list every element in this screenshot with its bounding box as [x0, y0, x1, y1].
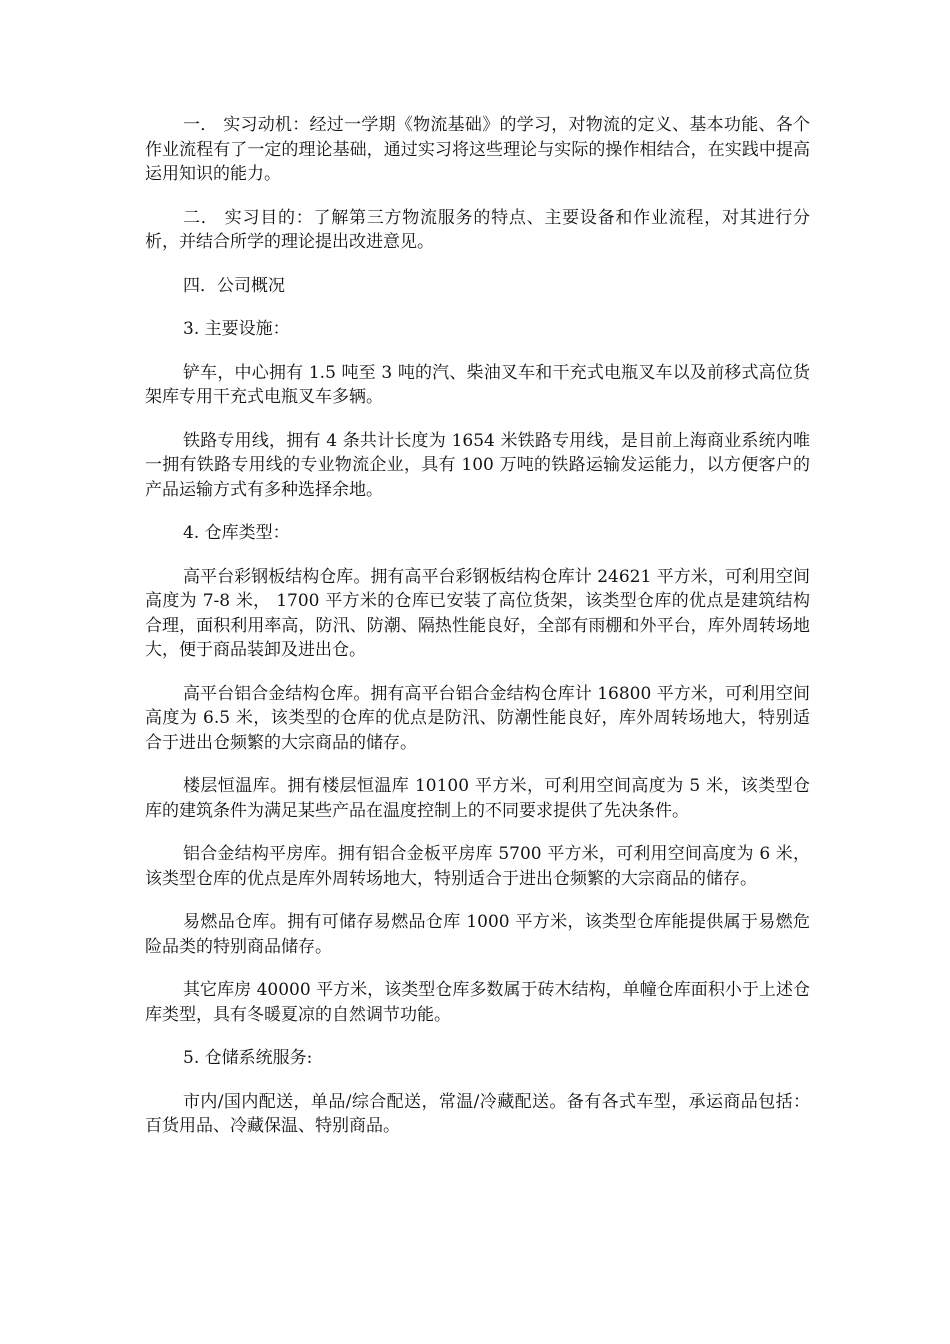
- paragraph-aluminum-warehouse: 高平台铝合金结构仓库。拥有高平台铝合金结构仓库计 16800 平方米，可利用空间高度为 6.5 米，该类型的仓库的优点是防汛、防潮性能良好，库外周转场地大，特别适合于进出仓频繁的大宗商品的储存。: [145, 683, 810, 753]
- paragraph-railway-line: 铁路专用线，拥有 4 条共计长度为 1654 米铁路专用线，是目前上海商业系统内唯一拥有铁路专用线的专业物流企业，具有 100 万吨的铁路运输发运能力，以方便客户的产品运输方式有多种选择余地。: [145, 430, 810, 500]
- paragraph-aluminum-bungalow-warehouse: 铝合金结构平房库。拥有铝合金板平房库 5700 平方米，可利用空间高度为 6 米，该类型仓库的优点是库外周转场地大，特别适合于进出仓频繁的大宗商品的储存。: [145, 844, 810, 889]
- paragraph-flammable-goods-warehouse: 易燃品仓库。拥有可储存易燃品仓库 1000 平方米，该类型仓库能提供属于易燃危险品类的特别商品储存。: [145, 912, 810, 957]
- paragraph-constant-temperature-warehouse: 楼层恒温库。拥有楼层恒温库 10100 平方米，可利用空间高度为 5 米，该类型仓库的建筑条件为满足某些产品在温度控制上的不同要求提供了先决条件。: [145, 776, 810, 821]
- document-body: [145, 113, 810, 1158]
- paragraph-other-warehouses: 其它库房 40000 平方米，该类型仓库多数属于砖木结构，单幢仓库面积小于上述仓库类型，具有冬暖夏凉的自然调节功能。: [145, 980, 810, 1025]
- heading-company-overview: 四．公司概况: [183, 275, 285, 296]
- heading-storage-system-services: 5. 仓储系统服务:: [183, 1048, 313, 1068]
- paragraph-forklifts: 铲车，中心拥有 1.5 吨至 3 吨的汽、柴油叉车和干充式电瓶叉车以及前移式高位货架库专用干充式电瓶叉车多辆。: [145, 362, 810, 407]
- paragraph-distribution-services: 市内/国内配送，单品/综合配送，常温/冷藏配送。备有各式车型，承运商品包括：百货用品、冷藏保温、特别商品。: [145, 1091, 810, 1136]
- paragraph-color-steel-warehouse: 高平台彩钢板结构仓库。拥有高平台彩钢板结构仓库计 24621 平方米，可利用空间高度为 7-8 米， 1700 平方米的仓库已安装了高位货架，该类型仓库的优点是建筑结构合理，面积利用率高，防汛、防潮、隔热性能良好，全部有雨棚和外平台，库外周转场地大，便于商品装卸及进出仓。: [145, 566, 810, 660]
- heading-internship-motivation: 一． 实习动机：经过一学期《物流基础》的学习，对物流的定义、基本功能、各个作业流程有了一定的理论基础，通过实习将这些理论与实际的操作相结合，在实践中提高运用知识的能力。: [145, 115, 810, 184]
- heading-internship-purpose: 二． 实习目的：了解第三方物流服务的特点、主要设备和作业流程，对其进行分析，并结合所学的理论提出改进意见。: [145, 207, 810, 252]
- heading-main-facilities: 3. 主要设施：: [183, 319, 290, 339]
- heading-warehouse-types: 4. 仓库类型：: [183, 523, 290, 543]
